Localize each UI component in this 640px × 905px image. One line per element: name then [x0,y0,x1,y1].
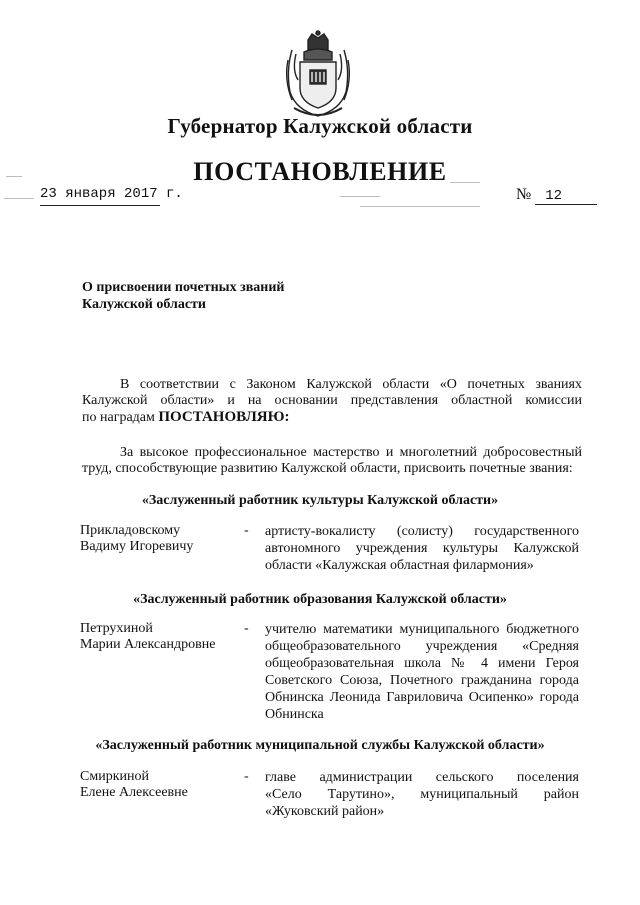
recipient-surname: Смиркиной [80,769,149,784]
position-line: «Жуковский район» [265,804,385,819]
resolve-word: ПОСТАНОВЛЯЮ: [158,409,290,425]
document-number [516,186,597,205]
intro-line-2: труд, способствующие развитию Калужской области, присвоить почетные звания: [82,461,573,476]
scan-artifact [6,176,22,177]
position-line: Советского Союза, Почетного гражданина города [265,673,579,688]
position-line: общеобразовательная школа № 4 имени Героя [265,656,579,671]
recipient-position [265,769,579,820]
recipient-given-names: Вадиму Игоревичу [80,539,194,554]
recipient-name [80,769,188,801]
position-line: Обнинска Леонида Гавриловича Осипенко» города [265,690,579,705]
number-value: 12 [535,188,597,205]
recipient-position [265,621,579,723]
position-line: артисту-вокалисту (солисту) государственного [265,524,579,539]
award-title: «Заслуженный работник муниципальной службы Калужской области» [95,738,545,753]
recipient-position [265,523,579,574]
scan-artifact [360,206,480,207]
preamble-line-3 [82,409,582,426]
preamble-line-2: Калужской области» и на основании представления областной комиссии [82,393,582,408]
recipient-surname: Петрухиной [80,621,153,636]
position-line: учителю математики муниципального бюджетного [265,622,579,637]
date-underline [40,205,160,206]
award-title: «Заслуженный работник образования Калужской области» [133,592,507,607]
recipient-name [80,523,193,555]
separator-dash: - [244,769,249,784]
separator-dash: - [244,523,249,538]
number-label: № [516,186,532,203]
document-subject [82,279,284,313]
position-line: автономного учреждения культуры Калужской [265,541,579,556]
position-line: «Село Тарутино», муниципальный район [265,787,579,802]
recipient-name [80,621,215,653]
position-line: общеобразовательного учреждения «Средняя [265,639,579,654]
recipient-surname: Прикладовскому [80,523,181,538]
intro-paragraph [82,445,582,477]
scan-artifact [450,182,480,183]
document-date [40,186,190,202]
coat-of-arms-emblem [282,30,354,118]
recipient-given-names: Марии Александровне [80,637,216,652]
scan-artifact [4,198,34,199]
preamble-line-1: В соответствии с Законом Калужской области «О почетных званиях [120,377,582,392]
document-type-title: ПОСТАНОВЛЕНИЕ [193,157,447,186]
position-line: Обнинска [265,707,324,722]
separator-dash: - [244,621,249,636]
subject-line-1: О присвоении почетных званий [82,280,285,295]
subject-line-2: Калужской области [82,297,206,312]
scan-artifact [340,196,380,197]
award-title: «Заслуженный работник культуры Калужской области» [141,493,499,508]
preamble-prefix: по наградам [82,410,155,425]
issuer-title: Губернатор Калужской области [167,114,473,138]
date-value: 23 января 2017 г. [40,186,183,202]
preamble-paragraph [82,377,582,426]
recipient-given-names: Елене Алексеевне [80,785,188,800]
intro-line-1: За высокое профессиональное мастерство и многолетний добросовестный [120,445,582,460]
position-line: области «Калужская областная филармония» [265,558,534,573]
position-line: главе администрации сельского поселения [265,770,579,785]
